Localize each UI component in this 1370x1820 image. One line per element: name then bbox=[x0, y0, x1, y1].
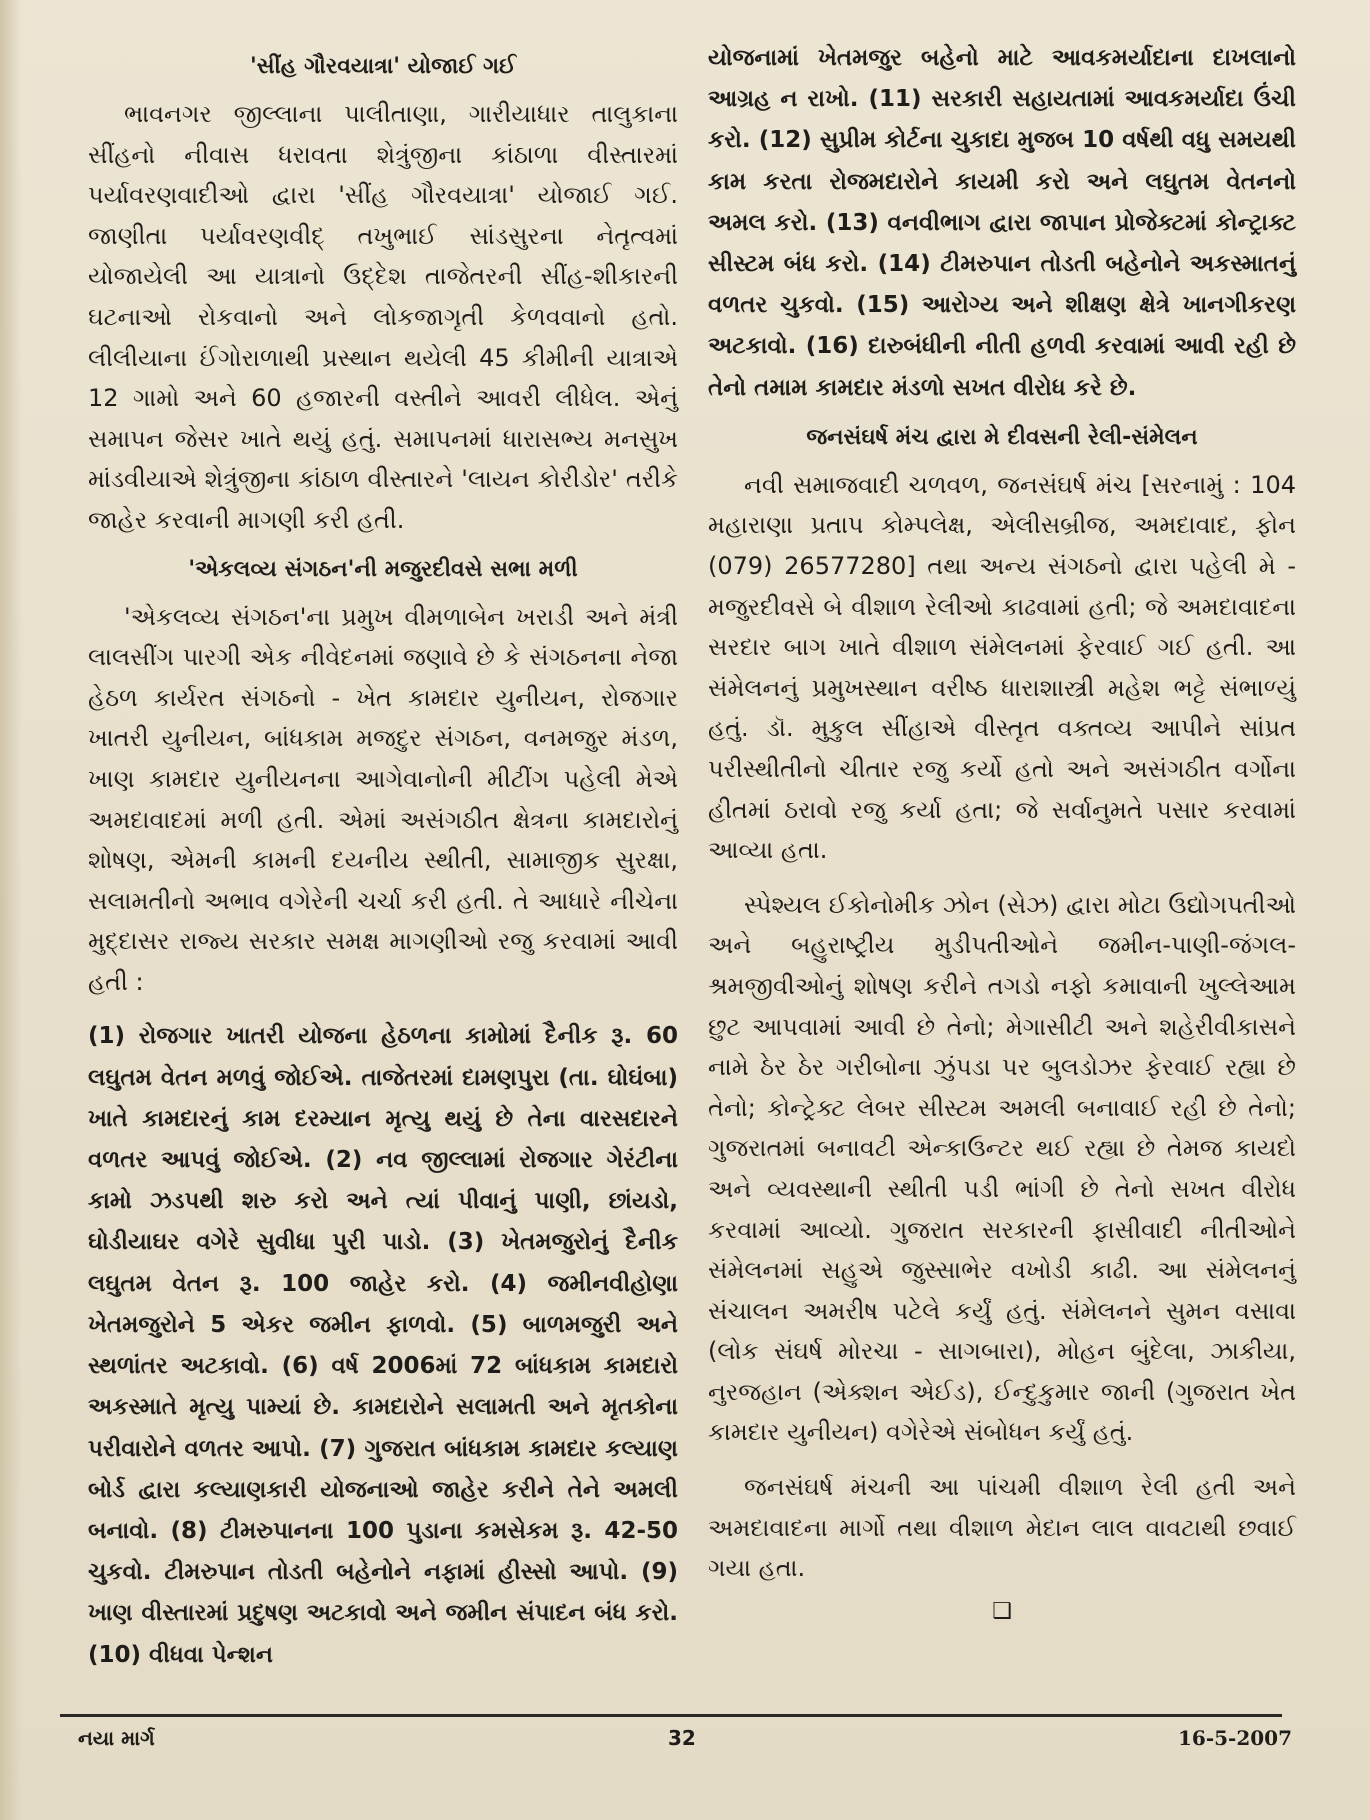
sez-paragraph: સ્પેશ્યલ ઈકોનોમીક ઝોન (સેઝ) દ્વારા મોટા ઉદ્યોગપતીઓ અને બહુરાષ્ટ્રીય મુડીપતીઓને જમીન-પાણી-જંગલ-શ્રમજીવીઓનું શોષણ કરીને તગડો નફો કમાવાની ખુલ્લેઆમ છુટ આપવામાં આવી છે તેનો; મેગાસીટી અને શહેરીવીકાસને નામે ઠેર ઠેર ગરીબોના ઝુંપડા પર બુલડોઝર ફેરવાઈ રહ્યા છે તેનો; કોન્ટ્રેક્ટ લેબર સીસ્ટમ અમલી બનાવાઈ રહી છે તેનો; ગુજરાતમાં બનાવટી એન્કાઉન્ટર થઈ રહ્યા છે તેમજ કાયદો અને વ્યવસ્થાની સ્થીતી પડી ભાંગી છે તેનો સખત વીરોધ કરવામાં આવ્યો. ગુજરાત સરકારની ફાસીવાદી નીતીઓને સંમેલનમાં સહુએ જુસ્સાભેર વખોડી કાઢી. આ સંમેલનનું સંચાલન અમરીષ પટેલે કર્યું હતું. સંમેલનને સુમન વસાવા (લોક સંઘર્ષ મોરચા - સાગબારા), મોહન બુંદેલા, ઝાકીયા, નુરજહાન (એક્શન એઈડ), ઈન્દુકુમાર જાની (ગુજરાત ખેત કામદાર યુનીયન) વગેરેએ સંબોધન કર્યું હતું. bbox=[708, 890, 1296, 1447]
rally-paragraph: નવી સમાજવાદી ચળવળ, જનસંઘર્ષ મંચ [સરનામું : 104 મહારાણા પ્રતાપ કોમ્પલેક્ષ, એલીસબ્રીજ, અમદાવાદ, ફોન (079) 26577280] તથા અન્ય સંગઠનો દ્વારા પહેલી મે - મજુરદીવસે બે વીશાળ રેલીઓ કાઢવામાં હતી; જે અમદાવાદના સરદાર બાગ ખાતે વીશાળ સંમેલનમાં ફેરવાઈ ગઈ હતી. આ સંમેલનનું પ્રમુખસ્થાન વરીષ્ઠ ધારાશાસ્ત્રી મહેશ ભટ્ટે સંભાળ્યું હતું. ડૉ. મુકુલ સીંહાએ વીસ્તૃત વક્તવ્ય આપીને સાંપ્રત પરીસ્થીતીનો ચીતાર રજુ કર્યો હતો અને અસંગઠીત વર્ગોના હીતમાં ઠરાવો રજુ કર્યા હતા; જે સર્વાનુમતે પસાર કરવામાં આવ્યા હતા. bbox=[708, 470, 1296, 865]
page-number: 32 bbox=[668, 1726, 696, 1750]
footer-rule bbox=[60, 1714, 1282, 1717]
left-column bbox=[88, 38, 678, 1676]
issue-date: 16-5-2007 bbox=[1178, 1726, 1293, 1750]
lion-yatra-paragraph: ભાવનગર જીલ્લાના પાલીતાણા, ગારીયાધાર તાલુકાના સીંહનો નીવાસ ધરાવતા શેત્રુંજીના કાંઠાળા વીસ્તારમાં પર્યાવરણવાદીઓ દ્વારા 'સીંહ ગૌરવયાત્રા' યોજાઈ ગઈ. જાણીતા પર્યાવરણવીદ્ તખુભાઈ સાંડસુરના નેતૃત્વમાં યોજાયેલી આ યાત્રાનો ઉદ્દેશ તાજેતરની સીંહ-શીકારની ઘટનાઓ રોકવાનો અને લોકજાગૃતી કેળવવાનો હતો. લીલીયાના ઈંગોરાળાથી પ્રસ્થાન થયેલી 45 કીમીની યાત્રાએ 12 ગામો અને 60 હજારની વસ્તીને આવરી લીધેલ. એનું સમાપન જેસર ખાતે થયું હતું. સમાપનમાં ધારાસભ્ય મનસુખ માંડવીયાએ શેત્રુંજીના કાંઠાળ વીસ્તારને 'લાયન કોરીડોર' તરીકે જાહેર કરવાની માગણી કરી હતી. bbox=[88, 100, 678, 534]
eklavya-paragraph: 'એકલવ્ય સંગઠન'ના પ્રમુખ વીમળાબેન ખરાડી અને મંત્રી લાલસીંગ પારગી એક નીવેદનમાં જણાવે છે કે સંગઠનના નેજા હેઠળ કાર્યરત સંગઠનો - ખેત કામદાર યુનીયન, રોજગાર ખાતરી યુનીયન, બાંધકામ મજદુર સંગઠન, વનમજુર મંડળ, ખાણ કામદાર યુનીયનના આગેવાનોની મીટીંગ પહેલી મેએ અમદાવાદમાં મળી હતી. એમાં અસંગઠીત ક્ષેત્રના કામદારોનું શોષણ, એમની કામની દયનીય સ્થીતી, સામાજીક સુરક્ષા, સલામતીનો અભાવ વગેરેની ચર્ચા કરી હતી. તે આધારે નીચેના મુદ્દાસર રાજ્ય સરકાર સમક્ષ માગણીઓ રજુ કરવામાં આવી હતી : bbox=[88, 602, 678, 996]
fifth-rally-paragraph: જનસંઘર્ષ મંચની આ પાંચમી વીશાળ રેલી હતી અને અમદાવાદના માર્ગો તથા વીશાળ મેદાન લાલ વાવટાથી છવાઈ ગયા હતા. bbox=[708, 1473, 1296, 1583]
end-of-article-mark: ❑ bbox=[992, 1598, 1012, 1624]
lion-yatra-heading: 'સીંહ ગૌરવયાત્રા' યોજાઈ ગઈ bbox=[249, 54, 517, 79]
eklavya-heading: 'એકલવ્ય સંગઠન'ની મજુરદીવસે સભા મળી bbox=[188, 556, 578, 582]
publication-name: નયા માર્ગ bbox=[78, 1726, 155, 1750]
demands-continued-paragraph: યોજનામાં ખેતમજુર બહેનો માટે આવકમર્યાદાના દાખલાનો આગ્રહ ન રાખો. (11) સરકારી સહાયતામાં આવકમર્યાદા ઉંચી કરો. (12) સુપ્રીમ કોર્ટના ચુકાદા મુજબ 10 વર્ષથી વધુ સમયથી કામ કરતા રોજમદારોને કાયમી કરો અને લઘુતમ વેતનનો અમલ કરો. (13) વનવીભાગ દ્વારા જાપાન પ્રોજેક્ટમાં કોન્ટ્રાક્ટ સીસ્ટમ બંધ કરો. (14) ટીમરુપાન તોડતી બહેનોને અકસ્માતનું વળતર ચુકવો. (15) આરોગ્ય અને શીક્ષણ ક્ષેત્રે ખાનગીકરણ અટકાવો. (16) દારુબંધીની નીતી હળવી કરવામાં આવી રહી છે તેનો તમામ કામદાર મંડળો સખત વીરોધ કરે છે. bbox=[708, 45, 1296, 401]
janasangharsh-heading: જનસંઘર્ષ મંચ દ્વારા મે દીવસની રેલી-સંમેલન bbox=[806, 424, 1198, 450]
page-edge-shadow bbox=[0, 0, 22, 1820]
right-column bbox=[708, 38, 1296, 1624]
demands-paragraph: (1) રોજગાર ખાતરી યોજના હેઠળના કામોમાં દૈનીક રૂ. 60 લઘુતમ વેતન મળવું જોઈએ. તાજેતરમાં દામણપુરા (તા. ઘોઘંબા) ખાતે કામદારનું કામ દરમ્યાન મૃત્યુ થયું છે તેના વારસદારને વળતર આપવું જોઈએ. (2) નવ જીલ્લામાં રોજગાર ગેરંટીના કામો ઝડપથી શરુ કરો અને ત્યાં પીવાનું પાણી, છાંયડો, ઘોડીયાઘર વગેરે સુવીધા પુરી પાડો. (3) ખેતમજુરોનું દૈનીક લઘુતમ વેતન રૂ. 100 જાહેર કરો. (4) જમીનવીહોણા ખેતમજુરોને 5 એકર જમીન ફાળવો. (5) બાળમજુરી અને સ્થળાંતર અટકાવો. (6) વર્ષ 2006માં 72 બાંધકામ કામદારો અકસ્માતે મૃત્યુ પામ્યાં છે. કામદારોને સલામતી અને મૃતકોના પરીવારોને વળતર આપો. (7) ગુજરાત બાંધકામ કામદાર કલ્યાણ બોર્ડ દ્વારા કલ્યાણકારી યોજનાઓ જાહેર કરીને તેને અમલી બનાવો. (8) ટીમરુપાનના 100 પુડાના કમસેકમ રૂ. 42-50 ચુકવો. ટીમરુપાન તોડતી બહેનોને નફામાં હીસ્સો આપો. (9) ખાણ વીસ્તારમાં પ્રદુષણ અટકાવો અને જમીન સંપાદન બંધ કરો. (10) વીધવા પેન્શન bbox=[88, 1023, 678, 1668]
